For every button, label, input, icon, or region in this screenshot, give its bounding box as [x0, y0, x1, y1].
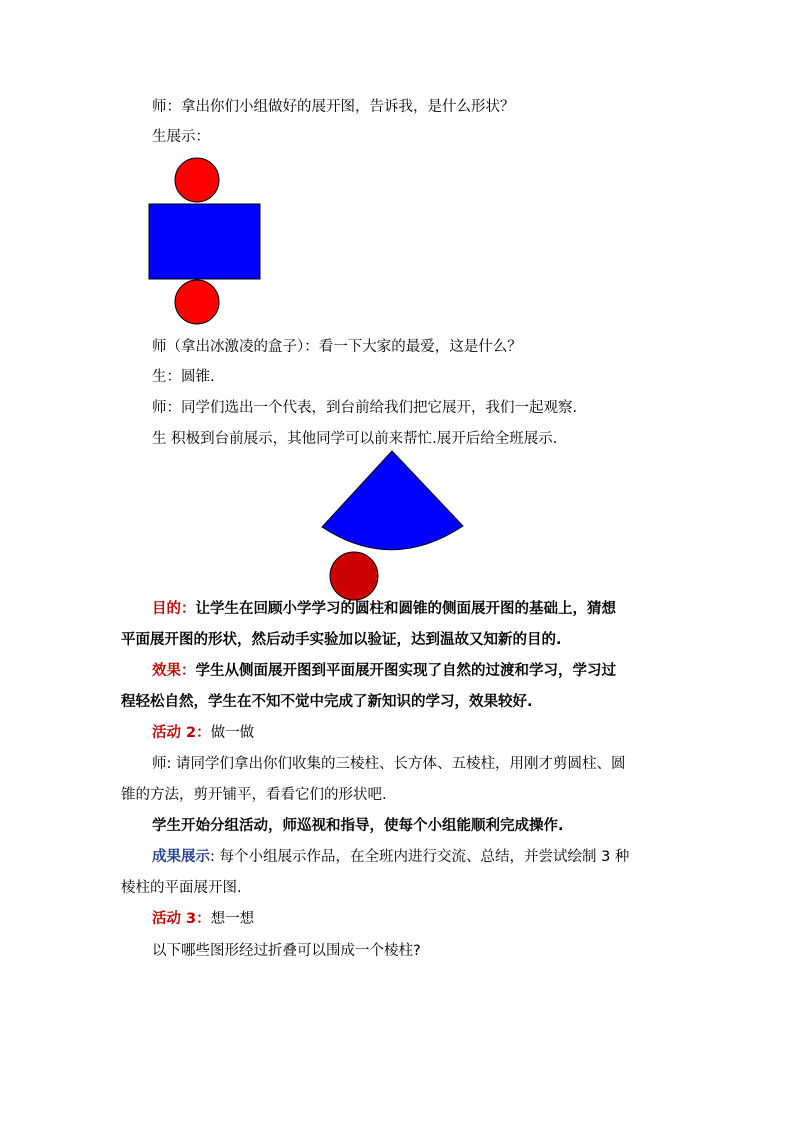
activity2-result-line-2: 棱柱的平面展开图.	[121, 880, 242, 896]
activity2-teacher-line-2: 锥的方法，剪开铺平，看看它们的形状吧.	[121, 787, 387, 803]
dialogue-line-4: 生：圆锥.	[152, 369, 215, 385]
activity2-teacher-line-1: 师: 请同学们拿出你们收集的三棱柱、长方体、五棱柱，用刚才剪圆柱、圆	[152, 756, 626, 772]
dialogue-line-2: 生展示：	[152, 129, 210, 145]
activity2-heading	[152, 724, 254, 742]
activity3-question: 以下哪些图形经过折叠可以围成一个棱柱?	[152, 943, 421, 959]
effect-label: 效果：	[152, 663, 196, 679]
purpose-text-1: 让学生在回顾小学学习的圆柱和圆锥的侧面展开图的基础上，猜想	[195, 601, 616, 617]
cone-net-figure	[318, 448, 468, 604]
cylinder-net-figure	[146, 156, 264, 328]
activity3-label: 活动 3：	[152, 911, 211, 927]
purpose-line-2: 平面展开图的形状，然后动手实验加以验证，达到温故又知新的目的.	[121, 632, 562, 648]
activity2-result-line-1	[152, 848, 629, 866]
result-text-1: : 每个小组展示作品，在全班内进行交流、总结，并尝试绘制 3 种	[210, 849, 630, 865]
purpose-label: 目的：	[152, 601, 196, 617]
cone-base-circle	[330, 552, 378, 600]
dialogue-line-6: 生 积极到台前展示，其他同学可以前来帮忙.展开后给全班展示.	[152, 431, 558, 447]
activity3-title: 想一想	[210, 911, 255, 927]
activity2-label: 活动 2：	[152, 725, 211, 741]
result-label: 成果展示	[152, 849, 210, 865]
cylinder-side-rectangle	[149, 204, 260, 279]
cylinder-bottom-circle	[175, 280, 219, 324]
dialogue-line-1: 师：拿出你们小组做好的展开图，告诉我，是什么形状？	[152, 99, 515, 115]
activity3-heading	[152, 910, 254, 928]
dialogue-line-3: 师（拿出冰激凌的盒子）：看一下大家的最爱，这是什么？	[152, 339, 522, 355]
effect-text-1: 学生从侧面展开图到平面展开图实现了自然的过渡和学习，学习过	[195, 663, 616, 679]
purpose-line-1	[152, 600, 616, 618]
effect-line-1	[152, 662, 616, 680]
cone-sector	[322, 451, 463, 550]
effect-line-2: 程轻松自然，学生在不知不觉中完成了新知识的学习，效果较好.	[121, 694, 533, 710]
dialogue-line-5: 师：同学们选出一个代表，到台前给我们把它展开，我们一起观察.	[152, 400, 578, 416]
activity2-title: 做一做	[210, 725, 255, 741]
activity2-students: 学生开始分组活动，师巡视和指导，使每个小组能顺利完成操作.	[152, 818, 564, 834]
cylinder-top-circle	[175, 158, 219, 202]
